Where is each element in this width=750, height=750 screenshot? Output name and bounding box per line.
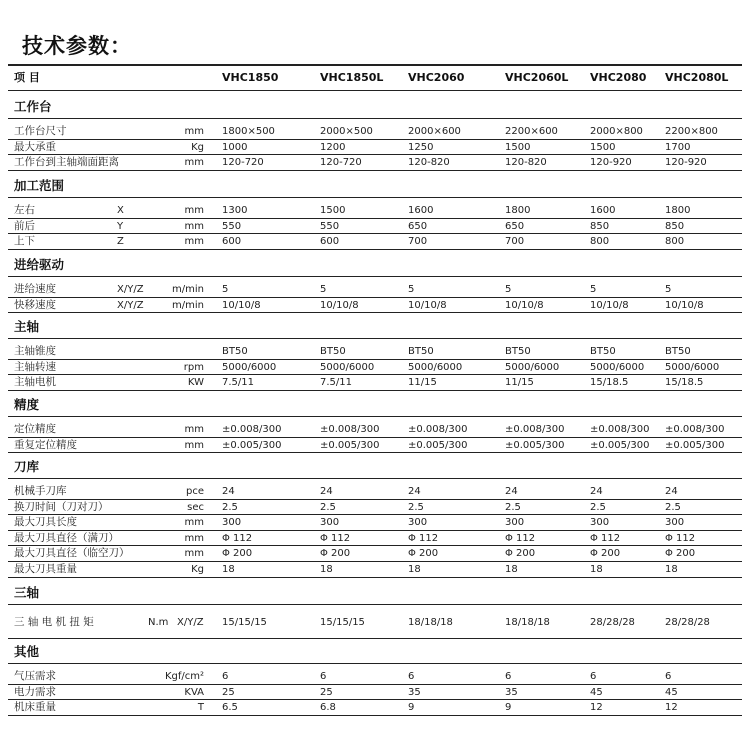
row-name: 工作台到主轴端面距离 [14, 156, 119, 169]
row-value: 5 [590, 284, 597, 295]
row-value: 45 [665, 686, 678, 698]
row-value: ±0.005/300 [222, 439, 282, 451]
row-axis: X/Y/Z [117, 284, 144, 295]
section-title: 加工范围 [14, 178, 65, 193]
header-model-vhc1850: VHC1850 [222, 71, 279, 84]
row-unit: m/min [172, 284, 204, 295]
row-value: Φ 112 [665, 532, 696, 544]
table-rule [8, 699, 742, 700]
row-value: 800 [665, 236, 685, 248]
row-value: 35 [408, 686, 421, 698]
row-value: 5000/6000 [408, 361, 463, 373]
row-name: 主轴电机 [14, 376, 56, 389]
row-unit: mm [184, 236, 204, 248]
row-value: 2.5 [320, 501, 336, 513]
row-value: ±0.008/300 [505, 424, 565, 435]
header-model-vhc2060: VHC2060 [408, 71, 465, 84]
table-rule [8, 684, 742, 685]
row-value: ±0.005/300 [590, 439, 650, 451]
table-rule [8, 638, 742, 639]
row-value: 11/15 [408, 377, 437, 389]
row-value: 1300 [222, 205, 248, 216]
row-value: 5000/6000 [665, 361, 720, 373]
header-item-label: 项 目 [14, 71, 40, 84]
row-value: 11/15 [505, 377, 534, 389]
row-value: 24 [505, 486, 518, 497]
table-rule [8, 530, 742, 531]
row-value: 2200×600 [505, 126, 558, 137]
table-rule [8, 154, 742, 155]
row-value: 120-720 [222, 157, 264, 169]
table-rule [8, 437, 742, 438]
table-rule [8, 499, 742, 500]
row-axis: X [117, 205, 124, 216]
row-unit: mm [184, 517, 204, 529]
table-rule [8, 416, 742, 417]
row-value: 24 [408, 486, 421, 497]
row-unit: mm [184, 205, 204, 216]
row-value: 6 [408, 671, 415, 682]
row-value: 9 [505, 702, 512, 714]
row-value: 6.8 [320, 702, 336, 714]
row-value: 2200×800 [665, 126, 718, 137]
row-name: 进给速度 [14, 283, 56, 295]
row-axis: X/Y/Z [117, 299, 144, 311]
table-rule [8, 276, 742, 277]
row-name: 换刀时间（刀对刀） [14, 500, 109, 513]
row-value: Φ 112 [222, 532, 253, 544]
row-value: 5 [222, 284, 229, 295]
header-model-vhc1850l: VHC1850L [320, 71, 384, 84]
row-value: 120-920 [590, 157, 632, 169]
row-name: 最大刀具长度 [14, 516, 77, 529]
row-axis: X/Y/Z [177, 617, 204, 628]
row-value: 6 [222, 671, 229, 682]
row-value: 300 [505, 517, 525, 529]
row-value: 6 [590, 671, 597, 682]
row-unit: Kg [191, 141, 204, 153]
row-value: ±0.008/300 [222, 424, 282, 435]
row-value: 300 [590, 517, 610, 529]
row-value: 300 [408, 517, 428, 529]
row-axis: Y [117, 220, 124, 232]
table-rule [8, 233, 742, 234]
table-rule [8, 359, 742, 360]
row-value: 10/10/8 [222, 299, 261, 311]
row-unit: mm [184, 532, 204, 544]
row-value: 25 [320, 686, 333, 698]
row-value: 7.5/11 [222, 377, 254, 389]
row-value: 650 [505, 220, 525, 232]
row-value: 5 [505, 284, 512, 295]
row-name: 左右 [14, 204, 35, 216]
row-unit: sec [187, 501, 204, 513]
table-rule [8, 197, 742, 198]
row-name: 前后 [14, 219, 35, 232]
row-value: 2000×800 [590, 126, 643, 137]
row-value: 9 [408, 702, 415, 714]
row-value: 45 [590, 686, 603, 698]
table-rule [8, 604, 742, 605]
table-rule [8, 249, 742, 250]
row-unit: pce [186, 486, 204, 497]
row-value: 1500 [505, 141, 531, 153]
section-title: 刀库 [14, 459, 40, 474]
header-model-vhc2080: VHC2080 [590, 71, 647, 84]
row-name: 主轴锥度 [14, 345, 56, 357]
row-value: ±0.008/300 [408, 424, 468, 435]
row-value: 800 [590, 236, 610, 248]
row-value: 15/15/15 [320, 617, 365, 628]
row-unit: Kgf/cm² [164, 671, 204, 682]
row-value: 700 [505, 236, 525, 248]
table-rule [8, 170, 742, 171]
row-name: 主轴转速 [14, 360, 56, 373]
row-value: 18 [320, 564, 333, 575]
row-value: 2.5 [665, 501, 681, 513]
row-value: 5000/6000 [320, 361, 375, 373]
row-value: 18 [665, 564, 678, 575]
row-value: 24 [320, 486, 333, 497]
row-name: 快移速度 [14, 298, 56, 311]
row-value: 1000 [222, 141, 248, 153]
row-value: BT50 [222, 346, 248, 357]
table-rule [8, 452, 742, 453]
row-unit: KW [187, 377, 204, 389]
row-value: 120-820 [408, 157, 450, 169]
row-value: Φ 112 [505, 532, 536, 544]
row-value: 15/15/15 [222, 617, 267, 628]
row-value: 1600 [590, 205, 616, 216]
row-value: 18/18/18 [505, 617, 550, 628]
section-title: 主轴 [14, 319, 40, 334]
table-rule [8, 478, 742, 479]
section-title: 三轴 [14, 585, 40, 600]
row-unit: N.m [148, 617, 169, 628]
row-value: 650 [408, 220, 428, 232]
row-value: 10/10/8 [590, 299, 629, 311]
row-value: 12 [590, 702, 603, 714]
row-name: 三 轴 电 机 扭 矩 [14, 616, 94, 628]
row-value: 850 [590, 220, 610, 232]
row-value: 2.5 [408, 501, 424, 513]
row-unit: KVA [184, 686, 204, 698]
row-value: 600 [320, 236, 340, 248]
row-value: 1500 [320, 205, 346, 216]
table-rule [8, 514, 742, 515]
table-rule [8, 715, 742, 716]
row-value: ±0.008/300 [590, 424, 650, 435]
row-value: 18 [222, 564, 235, 575]
table-rule [8, 338, 742, 339]
row-value: Φ 200 [590, 548, 621, 560]
row-unit: mm [184, 220, 204, 232]
row-name: 气压需求 [14, 670, 56, 682]
row-name: 电力需求 [14, 685, 56, 698]
row-value: 6.5 [222, 702, 238, 714]
row-value: Φ 112 [408, 532, 439, 544]
row-value: ±0.005/300 [408, 439, 468, 451]
row-value: ±0.008/300 [320, 424, 380, 435]
row-name: 最大刀具重量 [14, 563, 77, 575]
row-value: 5 [408, 284, 415, 295]
row-value: 24 [222, 486, 235, 497]
section-title: 精度 [14, 397, 40, 412]
row-value: 6 [665, 671, 672, 682]
row-value: 300 [222, 517, 242, 529]
row-value: ±0.008/300 [665, 424, 725, 435]
row-value: 700 [408, 236, 428, 248]
section-title: 其他 [14, 644, 40, 659]
row-value: 10/10/8 [665, 299, 704, 311]
row-value: ±0.005/300 [505, 439, 565, 451]
row-value: 24 [665, 486, 678, 497]
row-value: Φ 112 [590, 532, 621, 544]
row-value: 1500 [590, 141, 616, 153]
row-value: 15/18.5 [590, 377, 629, 389]
row-name: 上下 [14, 235, 35, 248]
row-value: BT50 [320, 346, 346, 357]
row-value: 300 [665, 517, 685, 529]
table-rule [8, 561, 742, 562]
row-unit: m/min [172, 299, 204, 311]
row-unit: Kg [191, 564, 204, 575]
row-value: Φ 200 [408, 548, 439, 560]
table-rule [8, 118, 742, 119]
table-rule [8, 64, 742, 66]
row-value: 1600 [408, 205, 434, 216]
row-value: 550 [222, 220, 242, 232]
row-unit: mm [184, 157, 204, 169]
row-value: 12 [665, 702, 678, 714]
row-value: 15/18.5 [665, 377, 704, 389]
row-value: 300 [320, 517, 340, 529]
page-title: 技术参数： [22, 34, 132, 58]
row-value: 2.5 [222, 501, 238, 513]
header-model-vhc2080l: VHC2080L [665, 71, 729, 84]
row-unit: rpm [183, 361, 204, 373]
row-name: 工作台尺寸 [14, 125, 67, 137]
row-value: 28/28/28 [590, 617, 635, 628]
row-value: BT50 [665, 346, 691, 357]
row-value: 1700 [665, 141, 691, 153]
row-value: 1200 [320, 141, 346, 153]
row-value: 25 [222, 686, 235, 698]
row-value: BT50 [590, 346, 616, 357]
row-value: 2.5 [505, 501, 521, 513]
row-unit: mm [184, 424, 204, 435]
row-value: 2.5 [590, 501, 606, 513]
table-rule [8, 139, 742, 140]
row-value: 24 [590, 486, 603, 497]
row-value: 550 [320, 220, 340, 232]
section-title: 工作台 [14, 99, 52, 114]
row-value: 6 [505, 671, 512, 682]
row-value: 1800×500 [222, 126, 275, 137]
row-value: 6 [320, 671, 327, 682]
row-value: Φ 200 [320, 548, 351, 560]
row-unit: mm [184, 548, 204, 560]
row-value: 5000/6000 [590, 361, 645, 373]
row-name: 定位精度 [14, 423, 56, 435]
row-value: 5 [320, 284, 327, 295]
row-value: 120-820 [505, 157, 547, 169]
row-value: 18 [505, 564, 518, 575]
row-name: 机床重量 [14, 701, 56, 714]
row-value: 2000×600 [408, 126, 461, 137]
row-value: 28/28/28 [665, 617, 710, 628]
row-value: 18 [590, 564, 603, 575]
section-title: 进给驱动 [14, 257, 65, 272]
row-value: BT50 [505, 346, 531, 357]
row-value: Φ 200 [505, 548, 536, 560]
row-value: ±0.005/300 [665, 439, 725, 451]
row-value: 2000×500 [320, 126, 373, 137]
row-value: 5000/6000 [505, 361, 560, 373]
row-value: 1800 [505, 205, 531, 216]
row-name: 最大刀具直径（满刀） [14, 531, 119, 544]
row-name: 最大承重 [14, 140, 56, 153]
row-unit: mm [184, 126, 204, 137]
row-unit: mm [184, 439, 204, 451]
row-value: 10/10/8 [505, 299, 544, 311]
row-unit: T [197, 702, 204, 714]
row-axis: Z [117, 236, 124, 248]
table-rule [8, 577, 742, 578]
row-value: BT50 [408, 346, 434, 357]
row-value: 600 [222, 236, 242, 248]
row-value: 7.5/11 [320, 377, 352, 389]
table-rule [8, 218, 742, 219]
row-value: 1250 [408, 141, 434, 153]
row-value: Φ 112 [320, 532, 351, 544]
table-rule [8, 297, 742, 298]
row-value: 18 [408, 564, 421, 575]
row-value: 5 [665, 284, 672, 295]
row-value: Φ 200 [222, 548, 253, 560]
row-value: 35 [505, 686, 518, 698]
row-value: 5000/6000 [222, 361, 277, 373]
row-value: 120-720 [320, 157, 362, 169]
table-rule [8, 312, 742, 313]
row-value: 850 [665, 220, 685, 232]
row-value: 10/10/8 [320, 299, 359, 311]
row-name: 重复定位精度 [14, 438, 77, 451]
row-name: 机械手刀库 [14, 485, 67, 497]
row-value: 18/18/18 [408, 617, 453, 628]
row-value: ±0.005/300 [320, 439, 380, 451]
table-rule [8, 663, 742, 664]
row-name: 最大刀具直径（临空刀） [14, 547, 130, 560]
table-rule [8, 90, 742, 91]
table-rule [8, 390, 742, 391]
row-value: 1800 [665, 205, 691, 216]
row-value: 120-920 [665, 157, 707, 169]
row-value: 10/10/8 [408, 299, 447, 311]
header-model-vhc2060l: VHC2060L [505, 71, 569, 84]
table-rule [8, 374, 742, 375]
row-value: Φ 200 [665, 548, 696, 560]
